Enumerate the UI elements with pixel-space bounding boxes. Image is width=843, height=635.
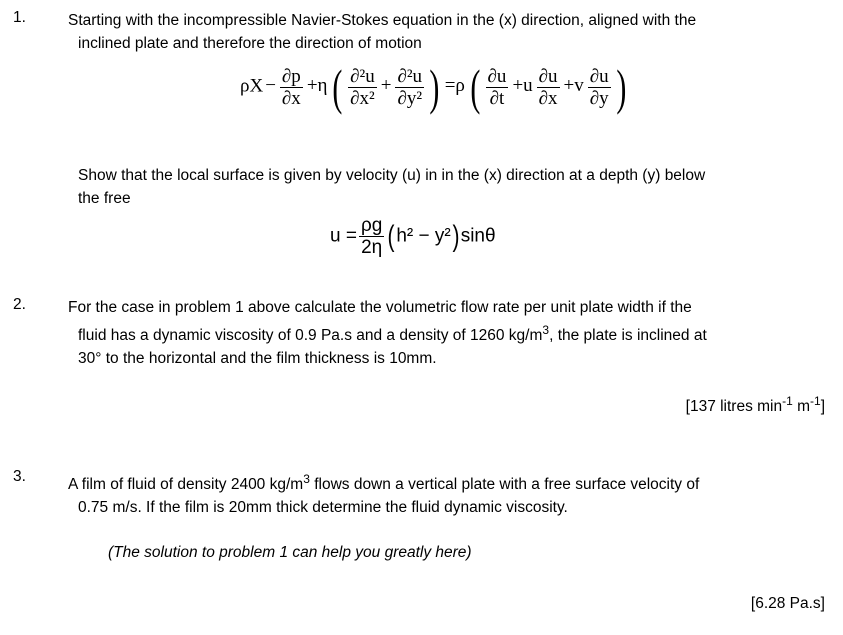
problem-2-answer-b: m [792,398,811,416]
problem-3-line-1b: flows down a vertical plate with a free surface velocity of [309,476,700,494]
problem-3-sup: 3 [303,472,310,486]
eq1-minus: − [265,75,276,97]
problem-3-number: 3. [13,468,26,485]
problem-3-line-2: 0.75 m/s. If the film is 20mm thick determine the fluid dynamic viscosity. [78,499,568,517]
eq1-dx-b: ∂x [538,87,558,109]
eq2-u-eq: u = [330,225,357,247]
eq2-h2-y2: h² − y² [396,225,451,247]
velocity-equation: u = $\frac{\rho g}{2\eta}$ (h² − y²)sinθ [330,215,496,258]
problem-1-line-1: Starting with the incompressible Navier-Stokes equation in the (x) direction, aligned with the [68,12,697,29]
problem-1-show-line-1: Show that the local surface is given by velocity (u) in in the (x) direction at a depth (y) below [78,167,706,184]
problem-2-line-2b: , the plate is inclined at [549,327,707,345]
problem-1-number: 1. [13,9,26,26]
eq1-du-b: ∂u [538,65,558,87]
eq1-dy: ∂y [589,87,609,109]
problem-3-hint: (The solution to problem 1 can help you greatly here) [108,544,472,561]
eq2-frac [359,215,384,258]
eq1-frac-du-dy [588,66,611,109]
problem-3-line-1 [68,468,828,496]
problem-2-line-1: For the case in problem 1 above calculate the volumetric flow rate per unit plate width if the [68,299,692,316]
problem-2-line-3: 30° to the horizontal and the film thickness is 10mm. [78,350,437,368]
problem-1-text [68,9,828,55]
eq1-frac-du-dt [486,66,509,109]
problem-2-text [68,296,828,370]
problem-2-answer-a: [137 litres min [685,398,783,416]
eq1-plus-u: +u [512,75,533,97]
problem-2-sup: 3 [542,323,550,337]
eq1-du-c: ∂u [589,65,609,87]
eq1-plus: + [380,75,392,97]
eq2-rho-g: ρg [360,215,383,236]
eq1-frac-d2u-dy2 [395,66,424,109]
eq1-plus-eta: +η [306,75,328,97]
eq1-dx2: ∂x² [350,87,375,109]
eq1-frac-du-dx [537,66,560,109]
eq1-du-a: ∂u [487,65,507,87]
eq1-frac-dp-dx [280,66,303,109]
eq1-dt: ∂t [489,87,505,109]
eq1-dx: ∂x [281,87,301,109]
eq1-rho-x: ρX [240,75,264,97]
eq1-eq-rho: =ρ [444,75,465,97]
eq1-d2u-b: ∂²u [397,65,423,87]
navier-stokes-equation: ρX − $\frac{\partial p}{\partial x}$ +η ( $\frac{\text{∂²u}}{\text{∂x²}}$ + $\frac{\text{∂²u}}{\text{∂y²}}$ ) =ρ ( $\frac{\partial u}{\partial t}$ +u $\frac{\partial u}{\partial x}$ +v $\frac{\partial u}{\partial y}$ ) [240,59,626,115]
problem-2-answer-sup2: -1 [810,394,821,408]
problem-2-line-2a: fluid has a dynamic viscosity of 0.9 Pa.s and a density of 1260 kg/m [78,327,543,345]
eq1-frac-d2u-dx2 [348,66,377,109]
problem-2-answer [686,394,825,416]
problem-3-line-1a: A film of fluid of density 2400 kg/m [68,476,304,494]
eq1-plus-v: +v [563,75,584,97]
eq1-d2u-a: ∂²u [350,65,375,87]
problem-3-text [68,468,828,519]
eq2-two-eta: 2η [361,237,383,258]
problem-2-answer-c: ] [820,398,825,416]
problem-1-line-2: inclined plate and therefore the direction of motion [78,35,422,52]
problem-3-answer: [6.28 Pa.s] [750,595,825,612]
problem-1-show-line-2: the free [78,190,131,207]
problem-2-number: 2. [13,296,26,313]
problem-2-answer-sup1: -1 [782,394,793,408]
eq2-sin-theta: sinθ [460,225,496,247]
eq1-dp: ∂p [281,65,301,87]
problem-1-show-text [78,164,838,210]
problem-2-line-2 [68,319,828,347]
eq1-dy2: ∂y² [397,87,423,109]
